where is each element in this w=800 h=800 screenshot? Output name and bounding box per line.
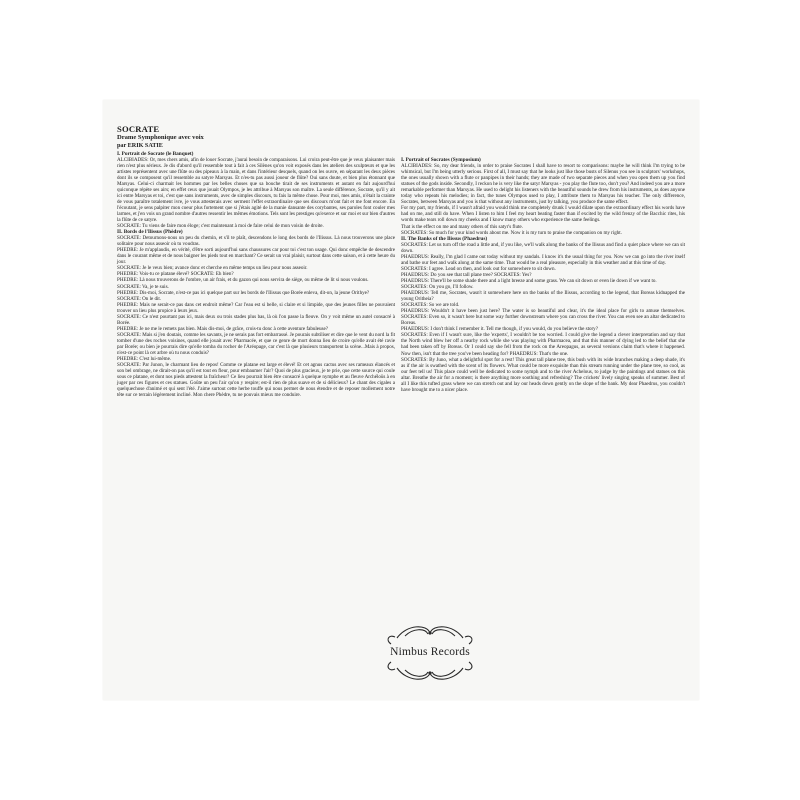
paragraph: PHEDRE: Je ne me le remets pas bien. Mais dis-moi, de grâce, crois-tu donc à cette aventure fabuleuse? bbox=[117, 325, 328, 332]
page-title: SOCRATE bbox=[117, 124, 160, 134]
paragraph: ALCIBIADES: Or, mes chers amis, afin de louer Socrate, j'aurai besoin de comparaisons. Lui croira peut-être que je veux plaisanter mais rien n'est plus sérieux. Je dis d'abord qu'il ressemble tout à fait à ces Silènes qu'on voit exposés dans les ateliers des sculpteurs et que les artistes représentent avec une flûte ou des pipeaux à la main, et dans l'intérieur desquels, quand on les ouvre, en séparant les deux pièces dont ils se composent qu'il ressemble au satyre Marsyas. Et n'es-tu pas aussi joueur de flûte? Oui sans doute, et bien plus étonnant que Marsyas. Celui-ci charmait les hommes par les belles choses que sa bouche tirait de ses instruments et autant en fait aujourd'hui quiconque répète ses airs; en effet ceux que jouait Olympos, je les attribue à Marsyas son maître. La seule différence, Socrate, qu'il y ait ici entre Marsyas et toi, c'est que sans instruments, avec de simples discours, tu fais la même chose. Pour moi, mes amis, n'était la crainte de vous paraître totalement ivre, je vous attesterais avec serment l'effet extraordinaire que ses discours m'ont fait et me font encore. En l'écoutant, je sens palpiter mon coeur plus fortement que si j'étais agité de la manie dansante des corybantes, ses paroles font couler mes larmes, et j'en vois un grand nombre d'autres ressentir les mêmes émotions. Tels sont les prestiges qu'exerce et sur moi et sur bien d'autres la flûte de ce satyre. bbox=[117, 156, 395, 224]
paragraph: SOCRATE: Par Junon, le charmant lieu de repos! Comme ce platane est large et élevé! Et cet agnus cactus avec ses rameaux élancés et son bel ombrage, ne dirait-on pas qu'il est tout en fleur, pour embaumer l'air? Quoi de plus gracieux, je te prie, que cette source qui coule sous ce platane, et dont nos pieds attestent la fraîcheur? Ce lieu pourrait bien être consacré à quelque nymphe et au fleuve Archéloüs à en juger par ces figures et ces statues. Goûte un peu l'air qu'on y respire; est-il rien de plus suave et de si délicieux? Le chant des cigales a quelquechose d'animé et qui sent l'été. J'aime surtout cette herbe touffe qui nous permet de nous étendre et de reposer mollement notre tête sur ce terrain légèrement incliné. Mon chere Phèdre, tu ne pouvais mieux me conduire. bbox=[117, 362, 395, 399]
author-line: par ERIK SATIE bbox=[117, 142, 163, 149]
paragraph: PHAEDRUS: There'll be some shade there and a light breeze and some grass. We can sit down or even lie down if we want to. bbox=[401, 277, 657, 284]
paragraph: SOCRATES: I agree. Lead on then, and look out for somewhere to sit down. bbox=[401, 265, 556, 272]
paragraph: SOCRATE: On le dit. bbox=[117, 295, 162, 302]
paragraph: SOCRATES: Let us turn off the road a little and, if you like, we'll walk along the banks of the Ilissus and find a quiet place where we can sit down. bbox=[401, 241, 685, 254]
paragraph: SOCRATES: So we are told. bbox=[401, 302, 460, 309]
paragraph: For my part, my friends, if I wasn't afraid you would think me completely drunk I would dilate upon the extraordinary effect his words have had on me, and still do have. When I listen to him I feel my heart beating faster than if excited by the wild frenzy of the Bacchic rites, his words make tears roll down my cheeks and I know many others who experience the same feelings. bbox=[401, 205, 685, 224]
paragraph: PHAEDRUS: Do you see that tall plane tree? SOCRATES: Yes? bbox=[401, 271, 532, 278]
paragraph: SOCRATES: So much for your kind words about me. Now it is my turn to praise the companion on my right. bbox=[401, 229, 622, 236]
paragraph: PHAEDRUS: Tell me, Socrates, wasn't it somewhere here on the banks of the Ilissus, according to the legend, that Boreas kidnapped the young Oritheia? bbox=[401, 290, 685, 303]
liner-notes-sheet bbox=[103, 100, 699, 700]
paragraph: SOCRATE: Ce n'est pourtant pas ici, mais deux ou trois stades plus bas, là où l'on passe la fleuve. On y voit même un autel consacré à Borée. bbox=[117, 313, 395, 326]
nimbus-records-logo bbox=[377, 618, 483, 688]
paragraph: SOCRATE: Mais si j'en doutais, comme les savants, je ne serais pas fort embarrassé. Je pourais subtiliser et dire que le vent du nord la fit tomber d'une des roches voisines, quand elle jouait avec Pharmacée, et que ce genre de mort donna lieu de croire qu'elle avait été ravie par Borée; ou bien je pourrais dire qu'elle tomba du rocher de l'Aréopage, car c'est là que plusieurs transportent la scène...Mais à propos, n'est-ce point là cet arbre où tu nous conduis? bbox=[117, 331, 395, 357]
french-column bbox=[117, 124, 395, 398]
section-heading: I. Portrait de Socrate (le Banquet) bbox=[117, 150, 194, 157]
paragraph: That is the effect on me and many others of this satyr's flute. bbox=[401, 223, 523, 230]
paragraph: PHEDRE: Vois-tu ce platane élevé? SOCRATE: Eh bien? bbox=[117, 271, 234, 278]
paragraph: ALCIBIADES: So, my dear friends, in order to praise Socrates I shall have to resort to comparisons: maybe he will think I'm trying to be whimsical, but I'm being utterly serious. First of all, I must say that he looks just like those busts of Silenus you see in sculptors' workshops, the ones usually shown with a flute or panpipes in their hands; they are made of two separate pieces and when you open them up you find statues of the gods inside. Secondly, I reckon he is very like the satyr Marsyas - you play the flute too, don't you? And indeed you are a more remarkable performer than Marsyas. He used to delight his listeners with the beautiful sounds he drew from his instruments, as does anyone today who repeats his melodies; in fact, the tunes Olympos used to play, I attribute them to Marsyas his teacher. The only difference, Socrates, between Marsyas and you is that without any instruments, just by talking, you produce the same effect. bbox=[401, 163, 685, 206]
paragraph: SOCRATES: By Juno, what a delightful spot for a rest! This great tall plane tree, this bush with its wide branches making a deep shade, it's as if the air is swathed with the scent of its flowers. What could be more exquisite than this stream running under the plane tree, so cool, as our feet tell us! This place could well be dedicated to some nymph and to the river Achelous, to judge by the paintings and statues on this altar. Breathe the air for a moment; is there anything more soothing and refreshing? The crickets' lively singing speaks of summer. Best of all I like this tufted grass where we can stretch out and lay our heads down gently on the slope of the bank. My dear Phaedrus, you couldn't have brought me to a nicer place. bbox=[401, 356, 685, 393]
section-heading: II. Bords de l'Ilissus (Phèdre) bbox=[117, 229, 183, 236]
paragraph: PHAEDRUS: Really, I'm glad I came out today without my sandals. I know it's the usual thing for you. Now we can go into the river itself and bathe our feet and walk along at the same time. That would be a real pleasure, especially in this weather and at this time of day. bbox=[401, 253, 685, 266]
section-heading: II. The Banks of the Ilissus (Phaedrus) bbox=[401, 235, 488, 242]
paragraph: PHEDRE: Je m'applaudis, en vérité, d'être sorti aujourd'hui sans chaussures car pour toi c'est ton usage. Qui donc empêche de descendre dans le courant même et de nous baigner les pieds tout en marchant? Ce serait un vrai plaisir, surtout dans cette saison, et à cette heure du jour. bbox=[117, 247, 395, 266]
paragraph: SOCRATE: Tu viens de faire mon éloge; c'est maintenant à moi de faire celui de mon voisin de droite. bbox=[117, 223, 324, 230]
english-text bbox=[401, 157, 685, 393]
logo-text: Nimbus Records bbox=[390, 646, 470, 658]
french-text bbox=[117, 151, 395, 399]
paragraph: SOCRATE: Va, je te suis. bbox=[117, 283, 169, 290]
paragraph: SOCRATES: Even if I wasn't sure, like the 'experts', I wouldn't be too worried. I could give the legend a clever interpretation and say that the North wind blew her off a nearby rock while she was playing with Pharmacea, and that this manner of dying led to the belief that she had been taken off by Boreas. Or I could say she fell from the rock on the Areopagus, as several versions claim that's where it happened. Now then, isn't that the tree you've been heading for? PHAEDRUS: That's the one. bbox=[401, 332, 685, 357]
paragraph: PHEDRE: Mais ne serait-ce pas dans cet endroit même? Car l'eau est si belle, si claire et si limpide, que des jeunes filles ne pouvaient trouver un lieu plus propice à leurs jeux. bbox=[117, 301, 395, 314]
paragraph: SOCRATE: Je le veux bien; avance donc et cherche en même temps un lieu pour nous asseoir. bbox=[117, 265, 308, 272]
paragraph: PHEDRE: Dis-moi, Socrate, n'est-ce pas ici quelque part sur les bords de l'Ilissus que Borée enleva, dit-on, la jeune Orithye? bbox=[117, 289, 370, 296]
paragraph: SOCRATES: On you go, I'll follow. bbox=[401, 283, 474, 290]
paragraph: PHEDRE: C'est lui-même. bbox=[117, 356, 172, 363]
paragraph: PHAEDRUS: I don't think I remember it. Tell me though, if you would, do you believe the story? bbox=[401, 326, 598, 333]
english-column bbox=[401, 157, 685, 393]
paragraph: SOCRATE: Detournons-nous un peu du chemin, et s'il te plaît, descendons le long des bords de l'Ilissus. Là nous trouverons une place solitaire pour nous asseoir où tu voudras. bbox=[117, 235, 395, 248]
paragraph: PHAEDRUS: Wouldn't it have been just here? The water is so beautiful and clear, it's the ideal place for girls to amuse themselves. SOCRATES: Even so, it wasn't here but some way further downstream where you can cross the river. You can even see an altar dedicated to Boreas. bbox=[401, 308, 685, 327]
page-subtitle: Drame Symphonique avec voix bbox=[117, 134, 204, 141]
section-heading: I. Portrait of Socrates (Symposium) bbox=[401, 157, 481, 163]
paragraph: PHEDRE: Là nous trouverons de l'ombre, un air frais, et du gazon qui nous servira de siège, ou même de lit si nous voulons. bbox=[117, 277, 369, 284]
